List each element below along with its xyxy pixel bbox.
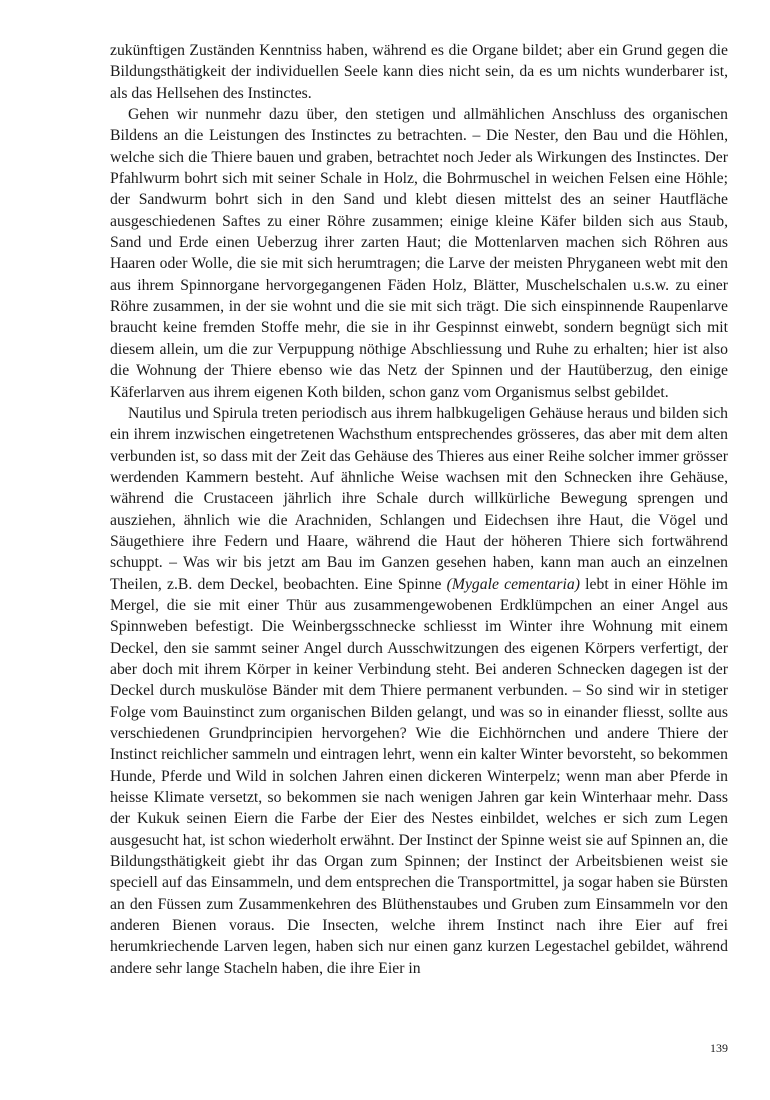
- page-body: [110, 40, 728, 979]
- paragraph-3-text-before: Nautilus und Spirula treten periodisch aus ihrem halbkugeligen Gehäuse heraus und bilden sich ein ihrem inzwischen eingetretenen Wachsthum entsprechendes grösseres, das aber mit dem alten verbunden ist, so dass mit der Zeit das Gehäuse des Thieres aus einer Reihe solcher immer grösser werdenden Kammern besteht. Auf ähnliche Weise wachsen mit den Schnecken ihre Gehäuse, während die Crustaceen jährlich ihre Schale durch willkürliche Bewegung sprengen und ausziehen, ähnlich wie die Arachniden, Schlangen und Eidechsen ihre Haut, die Vögel und Säugethiere ihre Federn und Haare, während die Haut der höheren Thiere sich fortwährend schuppt. – Was wir bis jetzt am Bau im Ganzen gesehen haben, kann man auch an einzelnen Theilen, z.B. dem Deckel, beobachten. Eine Spinne: [110, 404, 728, 593]
- paragraph-1: zukünftigen Zuständen Kenntniss haben, während es die Organe bildet; aber ein Grund gegen die Bildungsthätigkeit der individuellen Seele kann dies nicht sein, da es um nichts wunderbarer ist, als das Hellsehen des Instinctes.: [110, 42, 728, 102]
- species-name-italic: (Mygale cementaria): [446, 575, 580, 593]
- paragraph-3-text-after: lebt in einer Höhle im Mergel, die sie mit einer Thür aus zusammengewobenen Erdklümpchen an einer Angel aus Spinnweben befestigt. Die Weinbergsschnecke schliesst im Winter ihre Wohnung mit einem Deckel, den sie sammt seiner Angel durch Ausschwitzungen des eigenen Körpers verfertigt, der aber doch mit ihrem Körper in keiner Verbindung steht. Bei anderen Schnecken dagegen ist der Deckel durch muskulöse Bänder mit dem Thiere permanent verbunden. – So sind wir in stetiger Folge vom Bauinstinct zum organischen Bilden gelangt, und was so in einander fliesst, sollte aus verschiedenen Grundprincipien hervorgehen? Wie die Eichhörnchen und andere Thiere der Instinct reichlicher sammeln und eintragen lehrt, wenn ein kalter Winter bevorsteht, so bekommen Hunde, Pferde und Wild in solchen Jahren einen dickeren Winterpelz; wenn man aber Pferde in heisse Klimate versetzt, so bekommen sie nach wenigen Jahren gar kein Winterhaar mehr. Dass der Kukuk seinen Eiern die Farbe der Eier des Nestes einbildet, welches er sich zum Legen ausgesucht hat, ist schon wiederholt erwähnt. Der Instinct der Spinne weist sie auf Spinnen an, die Bildungsthätigkeit giebt ihr das Organ zum Spinnen; der Instinct der Arbeitsbienen weist sie speciell auf das Einsammeln, und dem entsprechen die Transportmittel, ja sogar haben sie Bürsten an den Füssen zum Zusammenkehren des Blüthenstaubes und Gruben zum Einsammeln vor den anderen Bienen voraus. Die Insecten, welche ihrem Instinct nach ihre Eier auf frei herumkriechende Larven legen, haben sich nur einen ganz kurzen Legestachel gebildet, während andere sehr lange Stacheln haben, die ihre Eier in: [110, 575, 728, 977]
- paragraph-3: [110, 403, 728, 979]
- page-number: 139: [710, 1041, 728, 1055]
- paragraph-2: Gehen wir nunmehr dazu über, den stetigen und allmählichen Anschluss des organischen Bildens an die Leistungen des Instinctes zu betrachten. – Die Nester, den Bau und die Höhlen, welche sich die Thiere bauen und graben, betrachtet noch Jeder als Wirkungen des Instinctes. Der Pfahlwurm bohrt sich mit seiner Schale in Holz, die Bohrmuschel in weichen Felsen eine Höhle; der Sandwurm bohrt sich in den Sand und klebt diesen mittelst des an seiner Hautfläche ausgeschiedenen Saftes zu einer Röhre zusammen; einige kleine Käfer bilden sich aus Staub, Sand und Erde einen Ueberzug ihrer zarten Haut; die Mottenlarven machen sich Röhren aus Haaren oder Wolle, die sie mit sich herumtragen; die Larve der meisten Phryganeen webt mit den aus ihrem Spinnorgane hervorgegangenen Fäden Holz, Blätter, Muschelschalen u.s.w. zu einer Röhre zusammen, in der sie wohnt und die sie mit sich trägt. Die sich einspinnende Raupenlarve braucht keine fremden Stoffe mehr, die sie in ihr Gespinnst einwebt, sondern begnügt sich mit diesem allein, um die zur Verpuppung nöthige Abschliessung und Ruhe zu erhalten; hier ist also die Wohnung der Thiere ebenso wie das Netz der Spinnen und der Hautüberzug, den einige Käferlarven aus ihrem eigenen Koth bilden, schon ganz vom Organismus selbst gebildet.: [110, 106, 728, 401]
